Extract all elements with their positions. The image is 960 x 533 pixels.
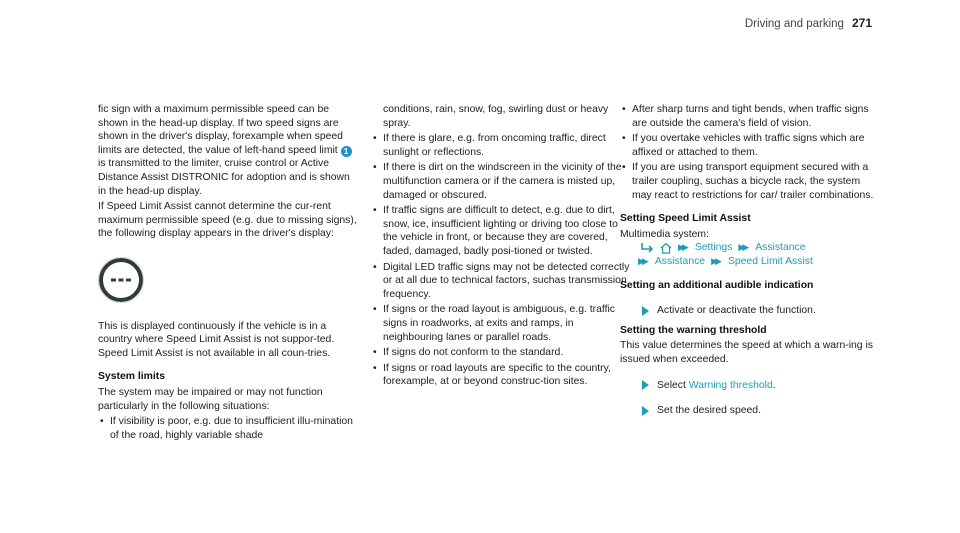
home-icon[interactable] xyxy=(660,242,672,254)
paragraph: The system may be impaired or may not function particularly in the following situations: xyxy=(98,386,323,412)
list-item: • If signs do not conform to the standard. xyxy=(371,346,633,360)
instruction-step xyxy=(620,304,882,318)
step-text xyxy=(657,379,776,393)
text: fic sign with a maximum permissible speed can be shown in the head-up display. If two speed signs are shown in the driver's display, forexample when speed limits are detected, the value of left-hand speed limit xyxy=(98,104,343,156)
menu-item-speed-limit-assist[interactable]: Speed Limit Assist xyxy=(727,255,813,267)
section-heading: Setting Speed Limit Assist xyxy=(620,213,751,225)
menu-path-label: Multimedia system: xyxy=(620,228,709,240)
text: is transmitted to the limiter, cruise control or Active Distance Assist DISTRONIC for adoption and is shown in the head-up display. xyxy=(98,158,350,197)
bullet-list xyxy=(371,132,633,389)
paragraph: conditions, rain, snow, fog, swirling dust or heavy spray. xyxy=(383,104,609,129)
bullet-list xyxy=(98,415,360,442)
list-item: • Digital LED traffic signs may not be detected correctly or at all due to technical factors, suchas transmission frequency. xyxy=(371,261,633,302)
column-1 xyxy=(98,103,360,444)
paragraph: This is displayed continuously if the vehicle is in a country where Speed Limit Assist is not suppor-ted. Speed Limit Assist is not available in all coun-tries. xyxy=(98,320,335,359)
text: . xyxy=(772,379,776,391)
paragraph: If Speed Limit Assist cannot determine the cur-rent maximum permissible speed (e.g. due to missing signs), the following display appears in the driver's display: xyxy=(98,201,357,240)
menu-path xyxy=(640,241,882,255)
paragraph xyxy=(98,103,360,198)
chevron-double-right-icon: ▶▶ xyxy=(711,255,719,266)
step-arrow-icon xyxy=(642,406,649,416)
instruction-step xyxy=(620,379,882,393)
menu-path xyxy=(638,255,882,269)
no-speed-limit-sign-icon xyxy=(98,257,144,303)
list-item: • If signs or road layouts are specific to the country, forexample, at or beyond construc-tion sites. xyxy=(371,362,633,389)
step-arrow-icon xyxy=(642,306,649,316)
step-text: Activate or deactivate the function. xyxy=(657,305,816,317)
text: Select xyxy=(657,379,686,391)
list-item: • If you are using transport equipment secured with a trailer coupling, suchas a bicycle rack, the system may react to restrictions for car/ trailer combinations. xyxy=(620,161,882,202)
menu-item-assistance[interactable]: Assistance xyxy=(654,255,706,267)
menu-item-settings[interactable]: Settings xyxy=(694,242,733,254)
list-item: • If signs or the road layout is ambiguous, e.g. traffic signs in roadworks, at exits and ramps, in neighbouring lanes or parallel roads. xyxy=(371,303,633,344)
callout-marker: 1 xyxy=(341,146,352,157)
section-title: Driving and parking xyxy=(744,18,844,30)
column-3 xyxy=(620,103,882,424)
section-heading: Setting the warning threshold xyxy=(620,324,767,336)
step-arrow-icon xyxy=(642,380,649,390)
list-item: • If there is glare, e.g. from oncoming traffic, direct sunlight or reflections. xyxy=(371,132,633,159)
paragraph: This value determines the speed at which a warn-ing is issued when exceeded. xyxy=(620,340,873,365)
section-heading: Setting an additional audible indication xyxy=(620,279,814,291)
chevron-double-right-icon: ▶▶ xyxy=(678,242,686,253)
chevron-double-right-icon: ▶▶ xyxy=(638,255,646,266)
column-2 xyxy=(371,103,633,391)
instruction-step xyxy=(620,404,882,418)
warning-threshold-link[interactable]: Warning threshold xyxy=(688,379,773,391)
step-text: Set the desired speed. xyxy=(657,405,761,417)
list-item: • If visibility is poor, e.g. due to insufficient illu-mination of the road, highly variable shade xyxy=(98,415,360,442)
section-heading: System limits xyxy=(98,371,165,383)
page-header xyxy=(745,16,872,30)
page-number: 271 xyxy=(851,16,872,30)
menu-item-assistance[interactable]: Assistance xyxy=(755,242,806,254)
bullet-list xyxy=(620,103,882,202)
list-item: • If there is dirt on the windscreen in the vicinity of the multifunction camera or if the camera is misted up, damaged or obscured. xyxy=(371,161,633,202)
list-item: • If traffic signs are difficult to detect, e.g. due to dirt, snow, ice, insufficient lighting or driving too close to the vehicle in front, or because they are covered, faded, damaged, badly posi-tioned or twisted. xyxy=(371,204,633,258)
return-arrow-icon xyxy=(640,242,654,254)
list-item: • If you overtake vehicles with traffic signs which are affixed or attached to them. xyxy=(620,132,882,159)
list-item: • After sharp turns and tight bends, when traffic signs are outside the camera's field of vision. xyxy=(620,103,882,130)
chevron-double-right-icon: ▶▶ xyxy=(738,242,747,253)
